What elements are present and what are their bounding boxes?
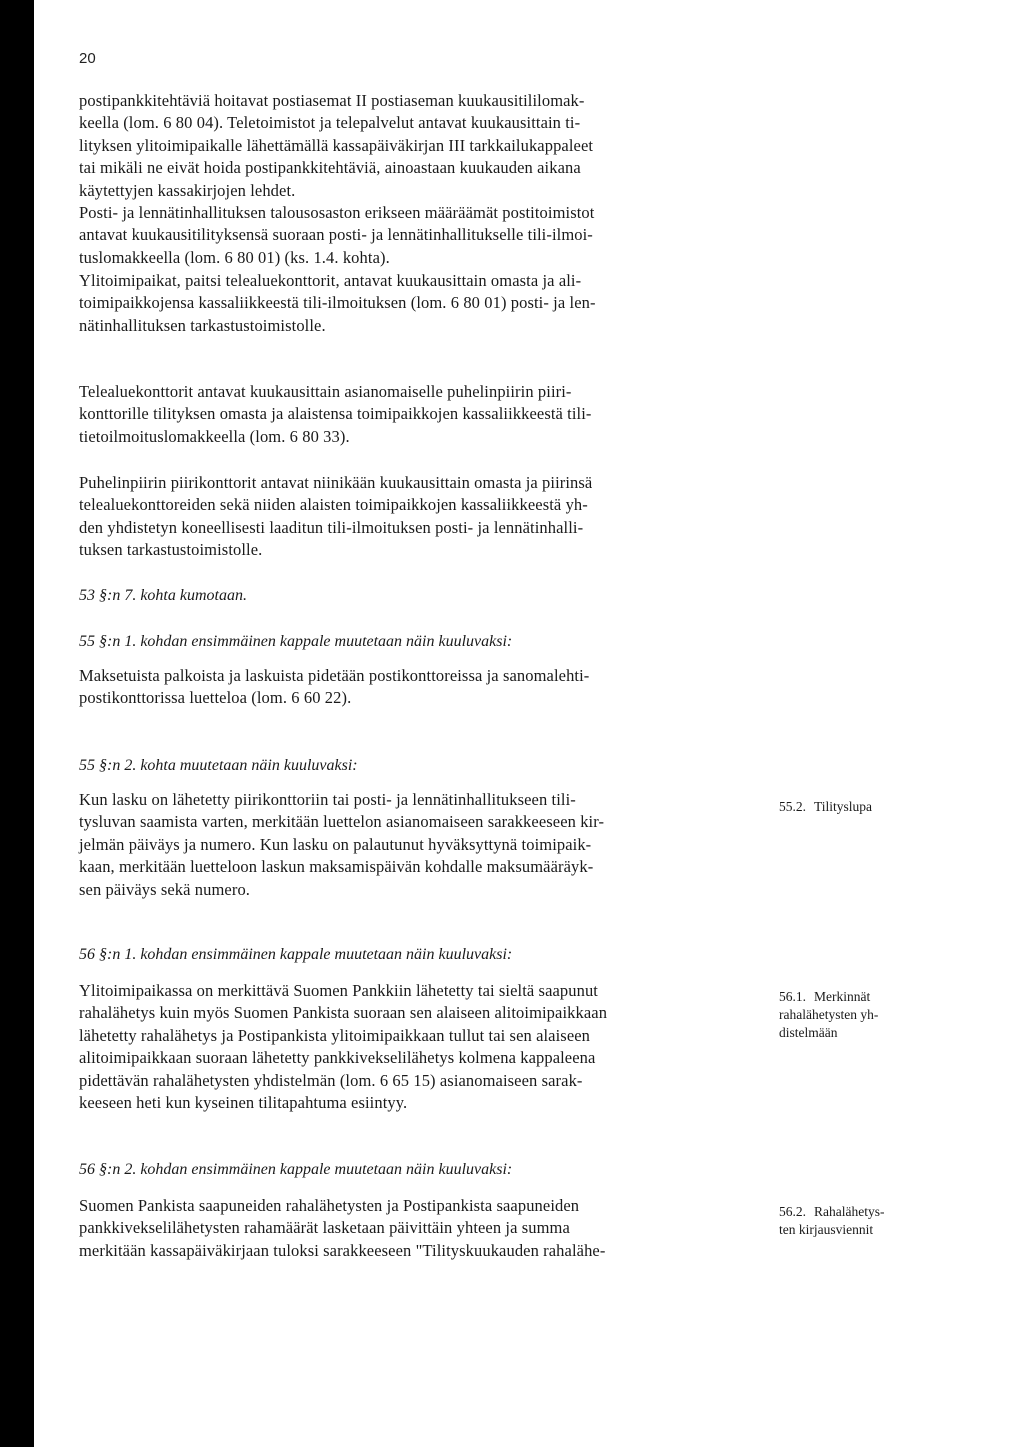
text-line: pankkivekselilähetysten rahamäärät lasketaan päivittäin yhteen ja summa — [79, 1218, 570, 1238]
margin-note-number: 55.2. — [779, 799, 806, 814]
text-line: lähetetty rahalähetys ja Postipankista ylitoimipaikkaan tullut tai sen alaiseen — [79, 1025, 591, 1045]
amendment-heading-3 — [79, 757, 757, 775]
margin-note-text: distelmään — [779, 1025, 838, 1040]
paragraph-4 — [79, 381, 757, 448]
margin-note-number: 56.1. — [779, 989, 806, 1004]
amendment-text: 53 §:n 7. kohta kumotaan. — [79, 587, 247, 604]
page-number: 20 — [79, 50, 96, 67]
paragraph-6 — [79, 665, 757, 710]
margin-note-text: Tilityslupa — [814, 799, 873, 814]
margin-note-number: 56.2. — [779, 1204, 806, 1219]
text-line: den yhdistetyn koneellisesti laaditun tili-ilmoituksen posti- ja lennätinhalli- — [79, 517, 584, 537]
amendment-heading-5 — [79, 1161, 757, 1179]
margin-note-text: Rahalähetys- — [814, 1204, 885, 1219]
paragraph-3 — [79, 270, 757, 337]
amendment-text: 55 §:n 2. kohta muutetaan näin kuuluvaksi: — [79, 757, 358, 774]
text-line: Maksetuista palkoista ja laskuista pidetään postikonttoreissa ja sanomalehti- — [79, 666, 590, 685]
amendment-text: 56 §:n 2. kohdan ensimmäinen kappale muutetaan näin kuuluvaksi: — [79, 1161, 513, 1178]
amendment-heading-1 — [79, 587, 757, 605]
text-line: nätinhallituksen tarkastustoimistolle. — [79, 315, 326, 335]
text-line: alitoimipaikkaan suoraan lähetetty pankkivekselilähetys kolmena kappaleena — [79, 1048, 596, 1068]
paragraph-5 — [79, 472, 757, 562]
paragraph-8 — [79, 980, 757, 1114]
text-line: tysluvan saamista varten, merkitään luettelon asianomaiseen sarakkeeseen kir- — [79, 812, 605, 832]
scan-edge-bar — [0, 0, 34, 1447]
text-line: keella (lom. 6 80 04). Teletoimistot ja telepalvelut antavat kuukausittain ti- — [79, 113, 581, 133]
text-line: käytettyjen kassakirjojen lehdet. — [79, 180, 296, 200]
text-line: antavat kuukausitilityksensä suoraan posti- ja lennätinhallitukselle tili-ilmoi- — [79, 225, 593, 245]
margin-note-56-1 — [779, 988, 939, 1042]
text-line: rahalähetys kuin myös Suomen Pankista suoraan sen alaiseen alitoimipaikkaan — [79, 1003, 608, 1023]
amendment-heading-2 — [79, 633, 757, 651]
text-line: postikonttorissa luetteloa (lom. 6 60 22). — [79, 688, 352, 708]
paragraph-9 — [79, 1195, 757, 1262]
paragraph-7 — [79, 789, 757, 901]
text-line: tai mikäli ne eivät hoida postipankkitehtäviä, ainoastaan kuukauden aikana — [79, 158, 581, 178]
amendment-text: 55 §:n 1. kohdan ensimmäinen kappale muutetaan näin kuuluvaksi: — [79, 633, 513, 650]
text-line: postipankkitehtäviä hoitavat postiasemat II postiaseman kuukausitililomak- — [79, 91, 585, 110]
margin-note-text: ten kirjausviennit — [779, 1222, 874, 1237]
text-line: pidettävän rahalähetysten yhdistelmän (lom. 6 65 15) asianomaiseen sarak- — [79, 1070, 583, 1090]
amendment-text: 56 §:n 1. kohdan ensimmäinen kappale muutetaan näin kuuluvaksi: — [79, 946, 513, 963]
text-line: merkitään kassapäiväkirjaan tuloksi sarakkeeseen "Tilityskuukauden rahalähe- — [79, 1240, 606, 1260]
text-line: lityksen ylitoimipaikalle lähettämällä kassapäiväkirjan III tarkkailukappaleet — [79, 135, 594, 155]
text-line: Telealuekonttorit antavat kuukausittain asianomaiselle puhelinpiirin piiri- — [79, 382, 572, 401]
text-line: telealuekonttoreiden sekä niiden alaisten toimipaikkojen kassaliikkeestä yh- — [79, 495, 588, 515]
text-line: Puhelinpiirin piirikonttorit antavat niinikään kuukausittain omasta ja piirinsä — [79, 473, 593, 492]
margin-note-56-2 — [779, 1203, 939, 1239]
text-line: keeseen heti kun kyseinen tilitapahtuma esiintyy. — [79, 1093, 408, 1113]
paragraph-2 — [79, 202, 757, 269]
text-line: tuslomakkeella (lom. 6 80 01) (ks. 1.4. kohta). — [79, 247, 390, 267]
text-line: konttorille tilityksen omasta ja alaistensa toimipaikkojen kassaliikkeestä tili- — [79, 404, 592, 424]
text-line: tuksen tarkastustoimistolle. — [79, 540, 263, 560]
margin-note-text: rahalähetysten yh- — [779, 1007, 879, 1022]
amendment-heading-4 — [79, 946, 757, 964]
text-line: jelmän päiväys ja numero. Kun lasku on palautunut hyväksyttynä toimipaik- — [79, 834, 592, 854]
text-line: kaan, merkitään luetteloon laskun maksamispäivän kohdalle maksumääräyk- — [79, 857, 594, 877]
text-line: tietoilmoituslomakkeella (lom. 6 80 33). — [79, 426, 350, 446]
text-line: Posti- ja lennätinhallituksen talousosaston erikseen määräämät postitoimistot — [79, 203, 595, 222]
margin-note-text: Merkinnät — [814, 989, 871, 1004]
paragraph-1 — [79, 90, 757, 202]
text-line: Suomen Pankista saapuneiden rahalähetysten ja Postipankista saapuneiden — [79, 1196, 580, 1215]
text-line: Ylitoimipaikassa on merkittävä Suomen Pankkiin lähetetty tai sieltä saapunut — [79, 981, 598, 1000]
text-line: sen päiväys sekä numero. — [79, 879, 251, 899]
text-line: toimipaikkojensa kassaliikkeestä tili-ilmoituksen (lom. 6 80 01) posti- ja len- — [79, 293, 596, 313]
margin-note-55-2 — [779, 798, 939, 816]
text-line: Kun lasku on lähetetty piirikonttoriin tai posti- ja lennätinhallitukseen tili- — [79, 790, 576, 809]
text-line: Ylitoimipaikat, paitsi telealuekonttorit, antavat kuukausittain omasta ja ali- — [79, 271, 582, 290]
